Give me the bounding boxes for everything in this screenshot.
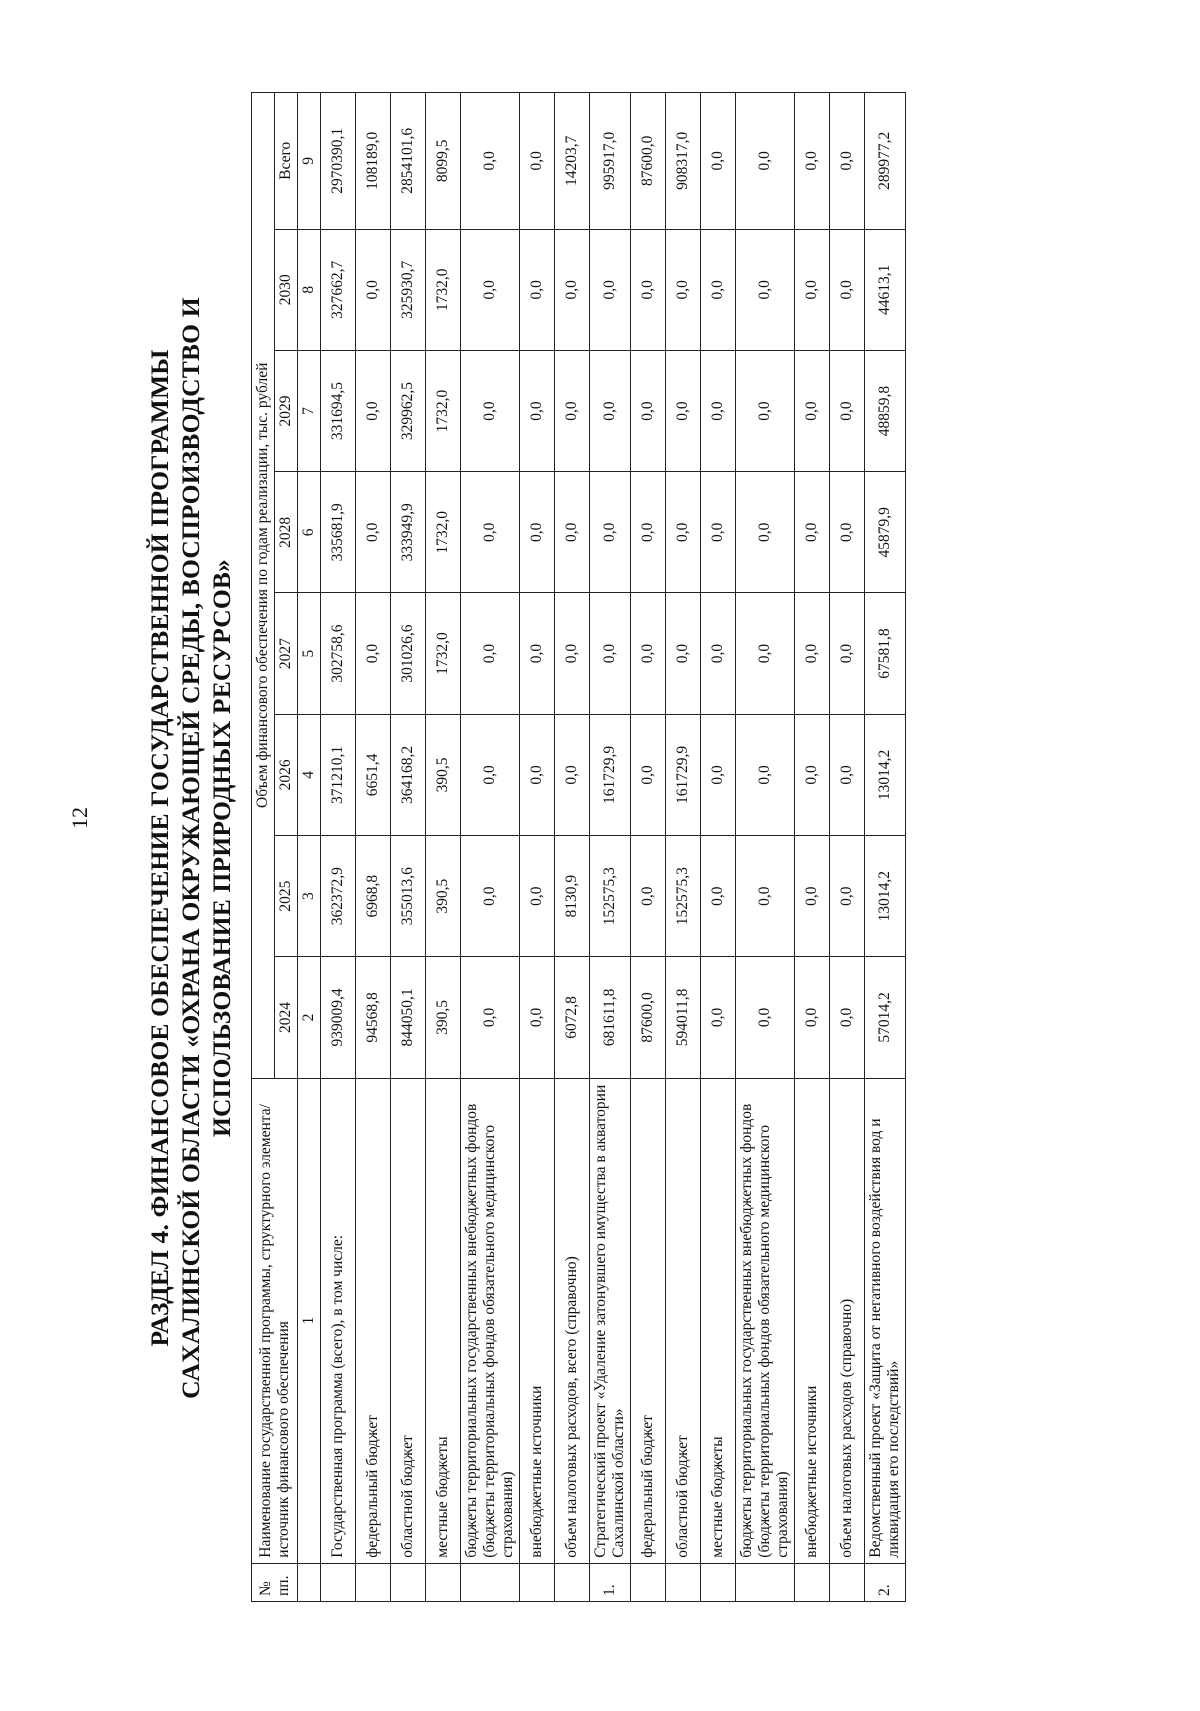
row-year-value: 0,0 xyxy=(631,229,666,350)
row-year-value: 0,0 xyxy=(666,350,701,471)
col-number: 9 xyxy=(298,93,321,230)
row-year-value: 0,0 xyxy=(795,350,830,471)
row-year-value: 67581,8 xyxy=(865,593,906,714)
row-year-value: 0,0 xyxy=(830,957,865,1078)
row-year-value: 45879,9 xyxy=(865,472,906,593)
row-year-value: 390,5 xyxy=(426,836,461,957)
row-name: объем налоговых расходов (справочно) xyxy=(830,1078,865,1563)
row-year-value: 335681,9 xyxy=(321,472,356,593)
row-name: местные бюджеты xyxy=(701,1078,736,1563)
table-body xyxy=(321,93,906,1602)
row-year-value: 0,0 xyxy=(461,350,520,471)
row-year-value: 0,0 xyxy=(666,472,701,593)
row-total-value: 0,0 xyxy=(736,93,795,230)
col-number: 1 xyxy=(298,1078,321,1563)
row-year-value: 364168,2 xyxy=(391,714,426,835)
row-year-value: 0,0 xyxy=(631,350,666,471)
row-total-value: 0,0 xyxy=(520,93,555,230)
header-year: 2028 xyxy=(275,472,298,593)
page-number: 12 xyxy=(67,807,92,829)
row-year-value: 371210,1 xyxy=(321,714,356,835)
row-year-value: 0,0 xyxy=(590,229,631,350)
row-total-value: 0,0 xyxy=(830,93,865,230)
row-number: 1. xyxy=(590,1563,631,1601)
table-row xyxy=(865,93,906,1602)
row-year-value: 161729,9 xyxy=(590,714,631,835)
row-year-value: 0,0 xyxy=(795,714,830,835)
row-name: внебюджетные источники xyxy=(520,1078,555,1563)
row-year-value: 1732,0 xyxy=(426,350,461,471)
row-year-value: 0,0 xyxy=(701,836,736,957)
table-row xyxy=(356,93,391,1602)
row-year-value: 0,0 xyxy=(631,714,666,835)
row-year-value: 0,0 xyxy=(520,593,555,714)
row-name: Государственная программа (всего), в том числе: xyxy=(321,1078,356,1563)
row-year-value: 355013,6 xyxy=(391,836,426,957)
col-number: 8 xyxy=(298,229,321,350)
row-total-value: 2970390,1 xyxy=(321,93,356,230)
row-year-value: 0,0 xyxy=(631,593,666,714)
row-name: Ведомственный проект «Защита от негативного воздействия вод и ликвидация его последствий» xyxy=(865,1078,906,1563)
row-year-value: 0,0 xyxy=(830,836,865,957)
row-name: объем налоговых расходов, всего (справочно) xyxy=(555,1078,590,1563)
row-year-value: 0,0 xyxy=(590,350,631,471)
row-name: местные бюджеты xyxy=(426,1078,461,1563)
table-row xyxy=(701,93,736,1602)
row-year-value: 0,0 xyxy=(356,472,391,593)
col-number: 5 xyxy=(298,593,321,714)
row-year-value: 1732,0 xyxy=(426,593,461,714)
row-year-value: 0,0 xyxy=(795,593,830,714)
row-year-value: 0,0 xyxy=(356,229,391,350)
row-year-value: 0,0 xyxy=(461,229,520,350)
row-number xyxy=(631,1563,666,1601)
row-year-value: 331694,5 xyxy=(321,350,356,471)
row-name: бюджеты территориальных государственных внебюджетных фондов (бюджеты территориальных фондов обязательного медицинского страхования) xyxy=(461,1078,520,1563)
row-year-value: 6072,8 xyxy=(555,957,590,1078)
header-total: Всего xyxy=(275,93,298,230)
header-year: 2026 xyxy=(275,714,298,835)
row-year-value: 844050,1 xyxy=(391,957,426,1078)
row-number xyxy=(555,1563,590,1601)
row-year-value: 0,0 xyxy=(666,229,701,350)
table-row xyxy=(461,93,520,1602)
row-year-value: 0,0 xyxy=(631,836,666,957)
row-year-value: 0,0 xyxy=(666,593,701,714)
header-year: 2029 xyxy=(275,350,298,471)
row-year-value: 0,0 xyxy=(461,593,520,714)
row-year-value: 0,0 xyxy=(795,229,830,350)
row-year-value: 0,0 xyxy=(520,714,555,835)
row-year-value: 152575,3 xyxy=(666,836,701,957)
rotated-page-content xyxy=(144,68,1084,1628)
row-year-value: 1732,0 xyxy=(426,472,461,593)
row-year-value: 13014,2 xyxy=(865,714,906,835)
row-year-value: 0,0 xyxy=(461,472,520,593)
row-total-value: 0,0 xyxy=(701,93,736,230)
row-year-value: 94568,8 xyxy=(356,957,391,1078)
row-number xyxy=(520,1563,555,1601)
row-number xyxy=(795,1563,830,1601)
header-year: 2024 xyxy=(275,957,298,1078)
table-row xyxy=(391,93,426,1602)
section-title xyxy=(144,68,237,1628)
row-name: федеральный бюджет xyxy=(631,1078,666,1563)
row-year-value: 0,0 xyxy=(520,957,555,1078)
row-year-value: 0,0 xyxy=(736,350,795,471)
row-year-value: 0,0 xyxy=(795,472,830,593)
table-row xyxy=(426,93,461,1602)
header-row-group xyxy=(252,93,275,1602)
row-total-value: 2854101,6 xyxy=(391,93,426,230)
row-year-value: 161729,9 xyxy=(666,714,701,835)
row-year-value: 57014,2 xyxy=(865,957,906,1078)
row-number xyxy=(736,1563,795,1601)
table-row xyxy=(555,93,590,1602)
row-number xyxy=(391,1563,426,1601)
table-row xyxy=(520,93,555,1602)
row-year-value: 0,0 xyxy=(555,350,590,471)
row-number: 2. xyxy=(865,1563,906,1601)
row-year-value: 0,0 xyxy=(520,472,555,593)
row-year-value: 6651,4 xyxy=(356,714,391,835)
row-year-value: 0,0 xyxy=(830,714,865,835)
row-year-value: 362372,9 xyxy=(321,836,356,957)
row-year-value: 0,0 xyxy=(736,229,795,350)
row-year-value: 44613,1 xyxy=(865,229,906,350)
row-number xyxy=(321,1563,356,1601)
table-row xyxy=(736,93,795,1602)
row-year-value: 325930,7 xyxy=(391,229,426,350)
row-year-value: 0,0 xyxy=(555,714,590,835)
row-year-value: 0,0 xyxy=(795,836,830,957)
row-year-value: 0,0 xyxy=(520,229,555,350)
table-row xyxy=(666,93,701,1602)
header-year: 2027 xyxy=(275,593,298,714)
row-number xyxy=(666,1563,701,1601)
row-year-value: 681611,8 xyxy=(590,957,631,1078)
row-number xyxy=(426,1563,461,1601)
row-year-value: 302758,6 xyxy=(321,593,356,714)
row-number xyxy=(461,1563,520,1601)
header-year: 2030 xyxy=(275,229,298,350)
row-name: федеральный бюджет xyxy=(356,1078,391,1563)
col-number xyxy=(298,1563,321,1601)
row-year-value: 0,0 xyxy=(830,229,865,350)
row-year-value: 0,0 xyxy=(356,350,391,471)
header-year: 2025 xyxy=(275,836,298,957)
row-year-value: 0,0 xyxy=(736,472,795,593)
col-number: 2 xyxy=(298,957,321,1078)
row-total-value: 908317,0 xyxy=(666,93,701,230)
row-year-value: 0,0 xyxy=(590,472,631,593)
row-year-value: 390,5 xyxy=(426,714,461,835)
row-name: бюджеты территориальных государственных внебюджетных фондов (бюджеты территориальных фондов обязательного медицинского страхования) xyxy=(736,1078,795,1563)
row-year-value: 0,0 xyxy=(701,472,736,593)
row-year-value: 0,0 xyxy=(590,593,631,714)
row-total-value: 14203,7 xyxy=(555,93,590,230)
section-title-line-2: САХАЛИНСКОЙ ОБЛАСТИ «ОХРАНА ОКРУЖАЮЩЕЙ СРЕДЫ, ВОСПРОИЗВОДСТВО И xyxy=(176,297,205,1399)
header-group: Объем финансового обеспечения по годам реализации, тыс. рублей xyxy=(252,93,275,1079)
row-year-value: 0,0 xyxy=(461,957,520,1078)
row-total-value: 108189,0 xyxy=(356,93,391,230)
row-number xyxy=(830,1563,865,1601)
row-year-value: 594011,8 xyxy=(666,957,701,1078)
financing-table xyxy=(251,92,906,1602)
row-number xyxy=(356,1563,391,1601)
row-year-value: 301026,6 xyxy=(391,593,426,714)
row-year-value: 0,0 xyxy=(830,593,865,714)
table-row xyxy=(590,93,631,1602)
row-year-value: 0,0 xyxy=(701,229,736,350)
table-row xyxy=(321,93,356,1602)
row-year-value: 152575,3 xyxy=(590,836,631,957)
col-number: 3 xyxy=(298,836,321,957)
row-year-value: 0,0 xyxy=(701,593,736,714)
row-year-value: 0,0 xyxy=(631,472,666,593)
row-year-value: 0,0 xyxy=(736,714,795,835)
row-year-value: 0,0 xyxy=(701,714,736,835)
row-year-value: 87600,0 xyxy=(631,957,666,1078)
row-year-value: 0,0 xyxy=(520,836,555,957)
row-year-value: 13014,2 xyxy=(865,836,906,957)
row-year-value: 48859,8 xyxy=(865,350,906,471)
row-year-value: 0,0 xyxy=(701,957,736,1078)
row-year-value: 0,0 xyxy=(555,229,590,350)
row-year-value: 8130,9 xyxy=(555,836,590,957)
row-year-value: 0,0 xyxy=(830,472,865,593)
row-name: областной бюджет xyxy=(666,1078,701,1563)
row-year-value: 390,5 xyxy=(426,957,461,1078)
row-year-value: 327662,7 xyxy=(321,229,356,350)
row-year-value: 0,0 xyxy=(555,472,590,593)
header-row-col-numbers xyxy=(298,93,321,1602)
row-year-value: 939009,4 xyxy=(321,957,356,1078)
col-number: 7 xyxy=(298,350,321,471)
row-year-value: 0,0 xyxy=(736,593,795,714)
row-year-value: 0,0 xyxy=(701,350,736,471)
row-year-value: 333949,9 xyxy=(391,472,426,593)
header-name: Наименование государственной программы, структурного элемента/источник финансового обеспечения xyxy=(252,1078,298,1563)
header-num: № пп. xyxy=(252,1563,298,1601)
row-name: областной бюджет xyxy=(391,1078,426,1563)
table-row xyxy=(830,93,865,1602)
row-year-value: 0,0 xyxy=(356,593,391,714)
row-year-value: 0,0 xyxy=(461,714,520,835)
row-year-value: 0,0 xyxy=(555,593,590,714)
row-year-value: 0,0 xyxy=(461,836,520,957)
table-row xyxy=(631,93,666,1602)
row-total-value: 289977,2 xyxy=(865,93,906,230)
col-number: 6 xyxy=(298,472,321,593)
row-year-value: 1732,0 xyxy=(426,229,461,350)
section-title-line-3: ИСПОЛЬЗОВАНИЕ ПРИРОДНЫХ РЕСУРСОВ» xyxy=(207,558,236,1138)
row-total-value: 0,0 xyxy=(461,93,520,230)
section-title-line-1: РАЗДЕЛ 4. ФИНАНСОВОЕ ОБЕСПЕЧЕНИЕ ГОСУДАРСТВЕННОЙ ПРОГРАММЫ xyxy=(145,349,174,1347)
row-year-value: 0,0 xyxy=(520,350,555,471)
row-number xyxy=(701,1563,736,1601)
row-year-value: 329962,5 xyxy=(391,350,426,471)
row-total-value: 8099,5 xyxy=(426,93,461,230)
col-number: 4 xyxy=(298,714,321,835)
row-total-value: 0,0 xyxy=(795,93,830,230)
table-row xyxy=(795,93,830,1602)
row-year-value: 0,0 xyxy=(736,957,795,1078)
row-year-value: 0,0 xyxy=(830,350,865,471)
row-total-value: 995917,0 xyxy=(590,93,631,230)
row-name: внебюджетные источники xyxy=(795,1078,830,1563)
row-total-value: 87600,0 xyxy=(631,93,666,230)
row-year-value: 0,0 xyxy=(736,836,795,957)
row-name: Стратегический проект «Удаление затонувшего имущества в акватории Сахалинской области» xyxy=(590,1078,631,1563)
row-year-value: 0,0 xyxy=(795,957,830,1078)
row-year-value: 6968,8 xyxy=(356,836,391,957)
